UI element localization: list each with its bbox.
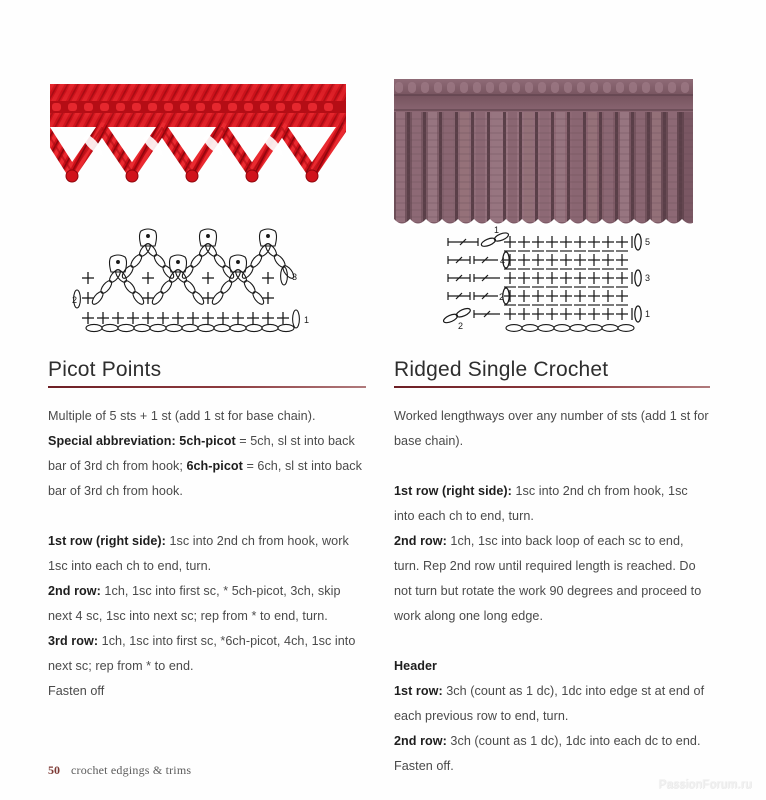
paragraph <box>48 579 364 629</box>
picot-points-chart <box>72 228 322 336</box>
header-dc-symbols <box>442 231 509 324</box>
chart-row-label-5: 5 <box>645 237 651 247</box>
subheading-header: Header <box>394 659 438 673</box>
heading-rule-right <box>394 386 710 388</box>
picot-points-chart-art <box>72 228 322 336</box>
paragraph <box>394 479 710 529</box>
instructions-left <box>48 404 364 704</box>
paragraph <box>48 429 364 504</box>
chart-header-top-label-1: 1 <box>494 226 500 235</box>
row1-single-crochets <box>82 312 289 324</box>
ridged-single-crochet-chart-art <box>442 226 652 336</box>
ridged-single-crochet-swatch-photo <box>394 79 693 226</box>
paragraph <box>394 404 710 454</box>
paragraph <box>394 729 710 754</box>
picot-motifs-lower <box>90 255 265 306</box>
body-text: = 5ch, sl st into back bar of 3rd ch from hook; <box>48 434 355 473</box>
chart-row-label-3: 3 <box>292 272 298 282</box>
body-text: Fasten off <box>48 684 105 698</box>
body-text: 1ch, 1sc into first sc, * 5ch-picot, 3ch, skip next 4 sc, 1sc into next sc; rep from * to end, turn. <box>48 584 341 623</box>
body-text: 3ch (count as 1 dc), 1dc into each dc to end. <box>446 734 701 748</box>
emphasis-text: 1st row (right side): <box>48 534 166 548</box>
body-text: Fasten off. <box>394 759 454 773</box>
row1-turning-chain <box>293 310 300 328</box>
sc-row-4 <box>504 254 628 266</box>
ridged-single-crochet-chart <box>442 226 652 336</box>
sc-row-2 <box>504 290 628 302</box>
paragraph <box>48 529 364 579</box>
page-footer <box>48 763 191 778</box>
body-text: 1ch, 1sc into back loop of each sc to end, turn. Rep 2nd row until required length is reached. Do not turn but rotate the work 90 degrees and proceed to work along one long edge. <box>394 534 702 623</box>
paragraph <box>394 754 710 779</box>
instructions-right <box>394 404 710 779</box>
emphasis-text: 2nd row: <box>394 534 447 548</box>
body-text: = 6ch, sl st into back bar of 3rd ch from hook. <box>48 459 362 498</box>
emphasis-text: 2nd row: <box>48 584 101 598</box>
emphasis-text: Special abbreviation: 5ch-picot <box>48 434 236 448</box>
row3-turning-chain <box>281 267 288 285</box>
emphasis-text: 6ch-picot <box>186 459 243 473</box>
paragraph <box>48 404 364 429</box>
running-head: crochet edgings & trims <box>71 763 192 777</box>
ridged-single-crochet-swatch-art <box>394 79 693 226</box>
paragraph <box>394 529 710 629</box>
body-text: 1sc into 2nd ch from hook, work 1sc into each ch to end, turn. <box>48 534 349 573</box>
chart-row-label-2: 2 <box>72 295 78 305</box>
row3-turning-chain <box>635 270 641 286</box>
paragraph <box>394 679 710 729</box>
row2-single-crochets <box>82 292 274 304</box>
emphasis-text: 3rd row: <box>48 634 99 648</box>
body-text: 1ch, 1sc into first sc, *6ch-picot, 4ch, 1sc into next sc; rep from * to end. <box>48 634 356 673</box>
page-number: 50 <box>48 763 60 777</box>
paragraph-spacer <box>394 454 710 479</box>
sc-row-5 <box>504 236 632 248</box>
page-title-right: Ridged Single Crochet <box>394 358 609 381</box>
chart-header-bottom-label-2: 2 <box>458 321 464 331</box>
chart-row-label-3: 3 <box>645 273 651 283</box>
sc-row-3 <box>504 272 632 284</box>
row5-turning-chain <box>635 234 641 250</box>
page-title-left: Picot Points <box>48 358 162 381</box>
picot-points-swatch-art <box>50 84 346 185</box>
chart-row-label-1: 1 <box>645 309 651 319</box>
sc-row-1 <box>504 308 632 320</box>
row1-turning-chain <box>635 306 641 322</box>
base-chain-row <box>506 325 634 332</box>
paragraph <box>48 629 364 679</box>
paragraph <box>48 679 364 704</box>
paragraph-spacer <box>48 504 364 529</box>
body-text: 1sc into 2nd ch from hook, 1sc into each ch to end, turn. <box>394 484 688 523</box>
emphasis-text: 1st row: <box>394 684 443 698</box>
paragraph-spacer <box>394 629 710 654</box>
watermark: PassionForum.ru <box>658 779 752 791</box>
picot-points-swatch-photo <box>50 84 346 185</box>
emphasis-text: 2nd row: <box>394 734 447 748</box>
emphasis-text: 1st row (right side): <box>394 484 512 498</box>
heading-rule-left <box>48 386 366 388</box>
chart-header-label-4: 4 <box>500 256 506 266</box>
chart-header-label-2: 2 <box>499 292 505 302</box>
body-text: Worked lengthways over any number of sts (add 1 st for base chain). <box>394 409 709 448</box>
body-text: Multiple of 5 sts + 1 st (add 1 st for base chain). <box>48 409 316 423</box>
chart-row-label-1: 1 <box>304 315 310 325</box>
base-chain-row <box>86 324 294 331</box>
body-text: 3ch (count as 1 dc), 1dc into edge st at end of each previous row to end, turn. <box>394 684 705 723</box>
